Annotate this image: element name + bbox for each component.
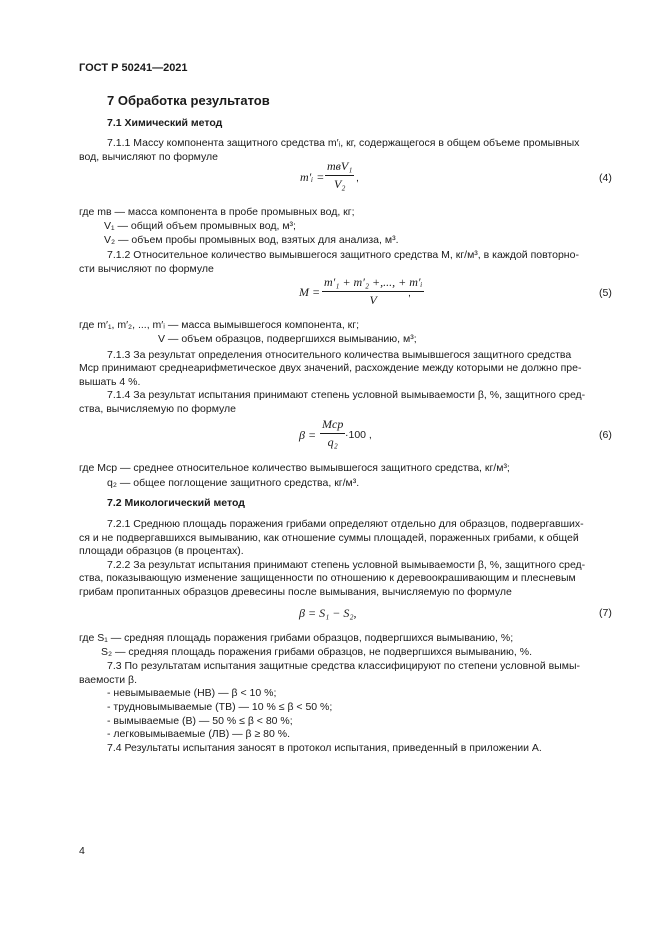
- paragraph-7-2-2-line2: ства, показывающую изменение защищенности по отношению к деревоокрашивающим и плесневым: [79, 572, 576, 584]
- eq4-lhs: m′ᵢ =: [300, 170, 325, 184]
- where7-line2: S₂ — средняя площадь поражения грибами образцов, не подвергшихся вымыванию, %.: [101, 646, 532, 658]
- subsection-title-7-2: 7.2 Микологический метод: [107, 497, 245, 509]
- paragraph-7-1-1-line2: вод, вычисляют по формуле: [79, 151, 219, 163]
- eq6-fraction: [320, 417, 345, 450]
- list-item: - вымываемые (В) — 50 % ≤ β < 80 %;: [107, 715, 293, 727]
- eq4-denominator: V₂: [333, 177, 346, 191]
- paragraph-7-1-3-line1: 7.1.3 За результат определения относительного количества вымывшегося защитного средства: [107, 349, 572, 361]
- where4-line2: V₁ — общий объем промывных вод, м³;: [104, 220, 296, 232]
- eq6-label: (6): [599, 429, 612, 441]
- paragraph-7-2-2-line3: грибам пропитанных образцов древесины после вымывания, вычисляемую по формуле: [79, 586, 512, 598]
- eq4-numerator: mвV₁: [325, 159, 354, 176]
- eq5-numerator: m′₁ + m′₂ +,..., + m′ᵢ: [322, 275, 424, 292]
- document-header: ГОСТ Р 50241—2021: [79, 62, 188, 74]
- eq6-lhs: β =: [299, 428, 317, 442]
- paragraph-7-1-4-line1: 7.1.4 За результат испытания принимают степень условной вымываемости β, %, защитного сред-: [107, 389, 586, 401]
- list-item: - легковымываемые (ЛВ) — β ≥ 80 %.: [107, 728, 291, 740]
- eq7-label: (7): [599, 607, 612, 619]
- where5-line2: V — объем образцов, подвергшихся вымыванию, м³;: [158, 333, 417, 345]
- eq6-numerator: Mср: [320, 417, 345, 434]
- eq4-label: (4): [599, 172, 612, 184]
- eq4-fraction: [325, 159, 354, 192]
- where5-line1: где m′₁, m′₂, ..., m′ᵢ — масса вымывшегося компонента, кг;: [79, 319, 360, 331]
- paragraph-7-2-1-line3: площади образцов (в процентах).: [79, 545, 244, 557]
- paragraph-7-1-2-line1: 7.1.2 Относительное количество вымывшегося защитного средства M, кг/м³, в каждой повторно-: [107, 249, 579, 261]
- where6-line2: q₂ — общее поглощение защитного средства, кг/м³.: [107, 477, 360, 489]
- paragraph-7-4: 7.4 Результаты испытания заносят в протокол испытания, приведенный в приложении А.: [107, 742, 542, 754]
- section-title: 7 Обработка результатов: [107, 93, 270, 108]
- eq6-denominator: q₂: [327, 435, 338, 449]
- where4-line1: где mв — масса компонента в пробе промывных вод, кг;: [79, 206, 355, 218]
- paragraph-7-3-line2: ваемости β.: [79, 674, 137, 686]
- paragraph-7-2-1-line2: ся и не подвергавшихся вымыванию, как отношение суммы площадей, пораженных грибами, к общей: [79, 532, 579, 544]
- eq5-lhs: M =: [299, 285, 321, 299]
- eq5-tail: ,: [408, 287, 411, 299]
- eq5-denominator: V: [369, 293, 377, 307]
- where7-line1: где S₁ — средняя площадь поражения грибами образцов, подвергшихся вымыванию, %;: [79, 632, 514, 644]
- paragraph-7-3-line1: 7.3 По результатам испытания защитные средства классифицируют по степени условной вымы-: [107, 660, 580, 672]
- paragraph-7-1-1-line1: 7.1.1 Массу компонента защитного средства m′ᵢ, кг, содержащегося в общем объеме промывных: [107, 137, 580, 149]
- paragraph-7-1-3-line2: Mср принимают среднеарифметическое двух значений, расхождение между которыми не должно пре-: [79, 362, 582, 374]
- eq5-label: (5): [599, 287, 612, 299]
- paragraph-7-2-2-line1: 7.2.2 За результат испытания принимают степень условной вымываемости β, %, защитного сред-: [107, 559, 586, 571]
- paragraph-7-1-4-line2: ства, вычисляемую по формуле: [79, 403, 237, 415]
- page-number: 4: [79, 845, 85, 857]
- paragraph-7-1-2-line2: сти вычисляют по формуле: [79, 263, 214, 275]
- eq7-expression: β = S₁ − S₂,: [299, 606, 357, 620]
- eq4-tail: ,: [356, 172, 359, 184]
- paragraph-7-2-1-line1: 7.2.1 Среднюю площадь поражения грибами определяют отдельно для образцов, подвергавших-: [107, 518, 584, 530]
- where4-line3: V₂ — объем пробы промывных вод, взятых для анализа, м³.: [104, 234, 399, 246]
- subsection-title-7-1: 7.1 Химический метод: [107, 117, 223, 129]
- list-item: - трудновымываемые (ТВ) — 10 % ≤ β < 50 %;: [107, 701, 333, 713]
- list-item: - невымываемые (НВ) — β < 10 %;: [107, 687, 277, 699]
- where6-line1: где Mср — среднее относительное количество вымывшегося защитного средства, кг/м³;: [79, 462, 510, 474]
- eq6-tail: ·100 ,: [345, 429, 372, 441]
- paragraph-7-1-3-line3: вышать 4 %.: [79, 376, 141, 388]
